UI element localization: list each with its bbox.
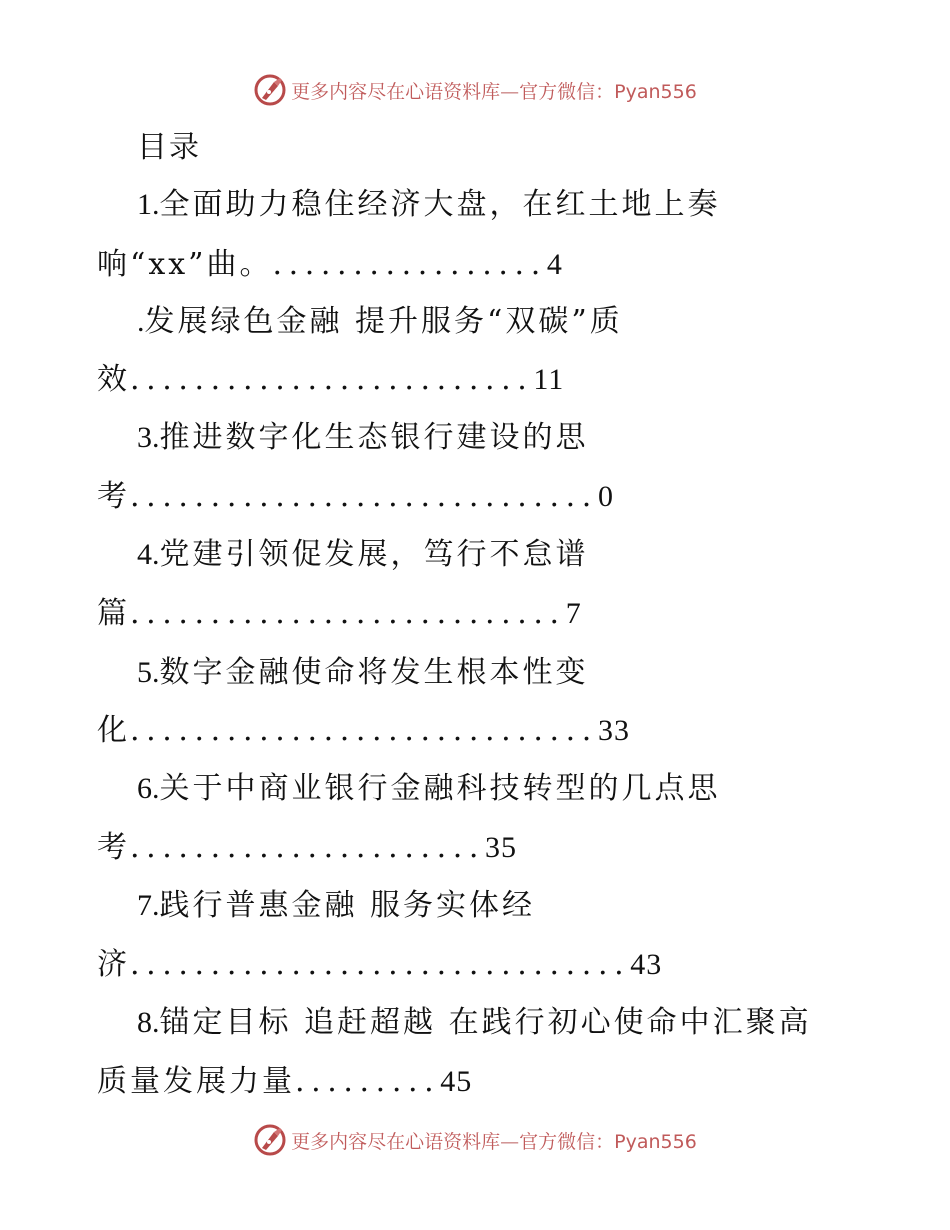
toc-entry-4-line1: 4.党建引领促发展，笃行不怠谱 [137, 537, 589, 572]
toc-entry-3-line2: 考.............................0 [97, 479, 614, 514]
toc-page-number: 0 [597, 480, 614, 513]
toc-page-number: 7 [565, 597, 582, 630]
toc-page-number: 11 [533, 363, 565, 396]
toc-page-number: 35 [485, 831, 517, 864]
toc-entry-2-line2: 效.........................11 [97, 362, 565, 397]
toc-entry-6-line2: 考......................35 [97, 830, 517, 865]
toc-entry-1-line2: 响“xx”曲。.................4 [97, 247, 563, 282]
toc-entry-4-line2: 篇...........................7 [97, 596, 582, 631]
toc-page-number: 43 [630, 948, 663, 981]
pen-nib-circle-icon [253, 1123, 287, 1157]
toc-entry-6-line1: 6.关于中商业银行金融科技转型的几点思 [137, 771, 721, 806]
toc-page-number: 45 [440, 1065, 473, 1098]
footer-watermark [0, 1120, 950, 1160]
toc-entry-7-line1: 7.践行普惠金融 服务实体经 [137, 888, 536, 923]
toc-entry-1-line1: 1.全面助力稳住经济大盘，在红土地上奏 [137, 187, 721, 222]
watermark-text: 更多内容尽在心语资料库—官方微信：Pyan556 [291, 80, 697, 103]
toc-entry-8-line2: 质量发展力量.........45 [97, 1064, 473, 1099]
toc-entry-2-line1: .发展绿色金融 提升服务“双碳”质 [137, 304, 623, 339]
toc-entry-5-line2: 化.............................33 [97, 713, 630, 748]
watermark-text: 更多内容尽在心语资料库—官方微信：Pyan556 [291, 1130, 697, 1153]
toc-page-number: 33 [597, 714, 630, 747]
toc-page-number: 4 [546, 248, 563, 281]
toc-title: 目录 [137, 130, 201, 165]
toc-entry-3-line1: 3.推进数字化生态银行建设的思 [137, 420, 589, 455]
toc-entry-7-line2: 济...............................43 [97, 947, 663, 982]
toc-entry-8-line1: 8.锚定目标 追赶超越 在践行初心使命中汇聚高 [137, 1005, 812, 1040]
toc-entry-5-line1: 5.数字金融使命将发生根本性变 [137, 655, 589, 690]
header-watermark [0, 70, 950, 110]
pen-nib-circle-icon [253, 73, 287, 107]
